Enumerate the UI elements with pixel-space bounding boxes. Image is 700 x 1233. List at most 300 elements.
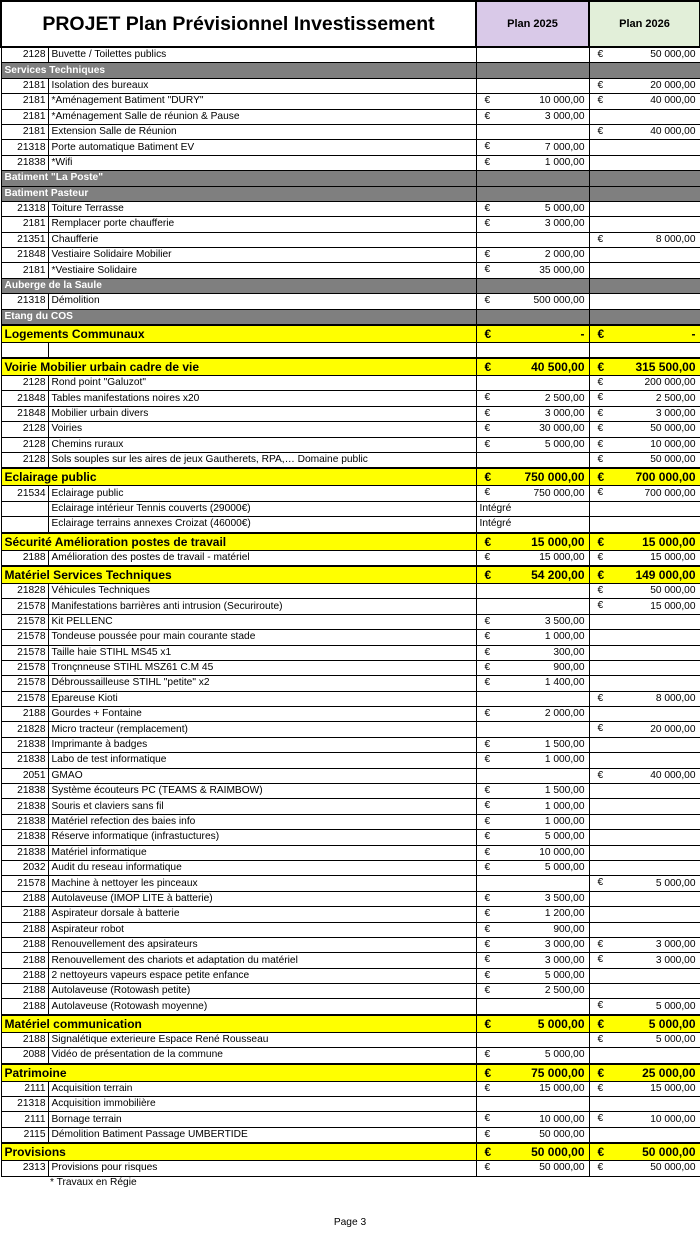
table-row	[1, 660, 700, 675]
plan-2025-amount	[476, 109, 589, 124]
table-row	[1, 753, 700, 768]
plan-2026-amount	[589, 1081, 700, 1096]
account-code: 21848	[1, 248, 48, 263]
account-code: 2181	[1, 109, 48, 124]
currency-symbol: €	[597, 125, 604, 137]
table-row	[1, 1048, 700, 1064]
account-code: 2088	[1, 1048, 48, 1064]
amount-value: 20 000,00	[650, 723, 696, 735]
amount-value: 2 000,00	[544, 249, 585, 261]
empty-cell	[589, 63, 700, 78]
table-row	[1, 999, 700, 1015]
table-row	[1, 691, 700, 706]
currency-symbol: €	[597, 551, 604, 563]
currency-symbol: €	[484, 264, 491, 276]
table-row	[1, 140, 700, 155]
amount-value: 1 000,00	[544, 815, 585, 827]
plan-2026-amount	[589, 47, 700, 63]
amount-value: 1 200,00	[544, 908, 585, 920]
plan-2026-amount	[589, 437, 700, 452]
section-label: Batiment "La Poste"	[1, 171, 476, 186]
plan-2026-amount	[589, 452, 700, 468]
currency-symbol: €	[484, 218, 491, 230]
plan-2026-amount	[589, 550, 700, 566]
account-code: 21578	[1, 614, 48, 629]
table-row	[1, 1161, 700, 1176]
table-row	[1, 201, 700, 216]
category-row	[1, 325, 700, 343]
account-code: 2032	[1, 860, 48, 875]
currency-symbol: €	[484, 661, 491, 673]
currency-symbol: €	[597, 692, 604, 704]
account-code: 2188	[1, 707, 48, 722]
amount-value: 8 000,00	[655, 233, 696, 245]
item-label: Eclairage intérieur Tennis couverts (29000€)	[48, 501, 476, 516]
account-code: 21838	[1, 814, 48, 829]
currency-symbol: €	[484, 923, 491, 935]
amount-value: 8 000,00	[655, 692, 696, 704]
currency-symbol: €	[484, 141, 491, 153]
amount-value: 5 000,00	[648, 1016, 696, 1031]
category-plan-2026	[589, 325, 700, 343]
category-plan-2026	[589, 1064, 700, 1082]
currency-symbol: €	[484, 738, 491, 750]
header-row	[1, 1, 700, 47]
account-code: 2111	[1, 1112, 48, 1127]
category-plan-2026	[589, 1143, 700, 1161]
account-code: 2313	[1, 1161, 48, 1176]
category-plan-2026	[589, 566, 700, 584]
amount-value: 15 000,00	[650, 1082, 696, 1094]
plan-2025-amount	[476, 232, 589, 247]
currency-symbol: €	[597, 584, 604, 596]
plan-2026-amount	[589, 784, 700, 799]
account-code: 2188	[1, 999, 48, 1015]
table-row	[1, 391, 700, 406]
plan-2026-amount	[589, 248, 700, 263]
plan-2025-amount	[476, 452, 589, 468]
account-code: 21534	[1, 486, 48, 501]
item-label: Extension Salle de Réunion	[48, 124, 476, 139]
amount-value: 75 000,00	[531, 1065, 585, 1080]
currency-symbol: €	[597, 954, 604, 966]
table-row	[1, 1032, 700, 1047]
currency-symbol: €	[484, 423, 491, 435]
plan-2025-amount	[476, 155, 589, 170]
account-code: 2188	[1, 937, 48, 952]
plan-2026-amount	[589, 737, 700, 752]
plan-2026-amount	[589, 937, 700, 952]
category-plan-2025	[476, 468, 589, 486]
amount-value: 20 000,00	[650, 79, 696, 91]
account-code: 2188	[1, 550, 48, 566]
table-row	[1, 768, 700, 783]
empty-cell	[476, 309, 589, 325]
item-label: Démolition Batiment Passage UMBERTIDE	[48, 1127, 476, 1143]
item-label: Bornage terrain	[48, 1112, 476, 1127]
currency-symbol: €	[597, 95, 604, 107]
currency-symbol: €	[597, 938, 604, 950]
account-code: 2188	[1, 953, 48, 968]
currency-symbol: €	[484, 892, 491, 904]
table-row	[1, 953, 700, 968]
amount-value: 300,00	[553, 646, 585, 658]
plan-2026-amount	[589, 630, 700, 645]
account-code: 2188	[1, 891, 48, 906]
item-label: Matériel refection des baies info	[48, 814, 476, 829]
amount-value: 3 000,00	[544, 110, 585, 122]
item-label: Micro tracteur (remplacement)	[48, 722, 476, 737]
account-code: 21351	[1, 232, 48, 247]
plan-2025-amount	[476, 691, 589, 706]
plan-2025-amount	[476, 845, 589, 860]
currency-symbol: €	[484, 985, 491, 997]
account-code: 2128	[1, 437, 48, 452]
table-row	[1, 599, 700, 614]
item-label: Epareuse Kioti	[48, 691, 476, 706]
plan-2026-amount	[589, 109, 700, 124]
category-plan-2026	[589, 533, 700, 551]
amount-value: 5 000,00	[655, 1034, 696, 1046]
currency-symbol: €	[484, 470, 492, 485]
table-row	[1, 501, 700, 516]
plan-2025-amount	[476, 422, 589, 437]
amount-value: 5 000,00	[544, 831, 585, 843]
item-label: Aspirateur robot	[48, 922, 476, 937]
plan-2025-amount	[476, 707, 589, 722]
page-title: PROJET Plan Prévisionnel Investissement	[1, 1, 476, 47]
amount-value: 50 000,00	[650, 423, 696, 435]
empty-cell	[589, 343, 700, 359]
amount-value: 40 000,00	[650, 126, 696, 138]
currency-symbol: €	[484, 1049, 491, 1061]
item-label: Renouvellement des chariots et adaptation du matériel	[48, 953, 476, 968]
account-code: 21318	[1, 294, 48, 309]
currency-symbol: €	[484, 615, 491, 627]
currency-symbol: €	[597, 769, 604, 781]
table-row	[1, 937, 700, 952]
plan-2025-amount	[476, 47, 589, 63]
account-code: 21838	[1, 830, 48, 845]
item-label: Eclairage terrains annexes Croizat (46000€)	[48, 517, 476, 533]
table-row	[1, 232, 700, 247]
item-label: Audit du reseau informatique	[48, 860, 476, 875]
currency-symbol: €	[597, 1016, 605, 1031]
plan-2025-amount	[476, 614, 589, 629]
category-plan-2025	[476, 1064, 589, 1082]
plan-2026-amount	[589, 155, 700, 170]
amount-value: 3 000,00	[544, 954, 585, 966]
category-label: Eclairage public	[1, 468, 476, 486]
table-row	[1, 217, 700, 232]
category-plan-2025	[476, 358, 589, 376]
table-row	[1, 922, 700, 937]
amount-value: 1 000,00	[544, 631, 585, 643]
plan-2026-amount	[589, 406, 700, 421]
account-code: 21838	[1, 799, 48, 814]
account-code: 21578	[1, 645, 48, 660]
plan-2025-amount	[476, 294, 589, 309]
footnote: * Travaux en Régie	[50, 1177, 137, 1188]
currency-symbol: €	[484, 846, 491, 858]
amount-value: 5 000,00	[544, 1049, 585, 1061]
currency-symbol: €	[597, 1162, 604, 1174]
amount-value: 2 000,00	[544, 708, 585, 720]
item-label: Système écouteurs PC (TEAMS & RAIMBOW)	[48, 784, 476, 799]
amount-value: 3 000,00	[655, 939, 696, 951]
account-code: 21578	[1, 876, 48, 891]
plan-2025-amount	[476, 406, 589, 421]
table-row	[1, 737, 700, 752]
item-label: Signalétique exterieure Espace René Rousseau	[48, 1032, 476, 1047]
empty-cell	[476, 343, 589, 359]
currency-symbol: €	[484, 156, 491, 168]
currency-symbol: €	[484, 677, 491, 689]
plan-2025-header: Plan 2025	[476, 1, 589, 47]
plan-2026-amount	[589, 999, 700, 1015]
amount-value: Intégré	[479, 518, 512, 530]
item-label: Acquisition immobilière	[48, 1097, 476, 1112]
plan-2026-amount	[589, 583, 700, 598]
currency-symbol: €	[597, 567, 605, 582]
plan-2025-amount	[476, 630, 589, 645]
plan-2025-amount	[476, 78, 589, 93]
account-code: 21318	[1, 201, 48, 216]
account-code	[1, 517, 48, 533]
amount-value: 30 000,00	[539, 423, 585, 435]
currency-symbol: €	[597, 360, 605, 375]
plan-2025-amount	[476, 248, 589, 263]
item-label: Imprimante à badges	[48, 737, 476, 752]
category-row	[1, 566, 700, 584]
amount-value: 2 500,00	[655, 392, 696, 404]
plan-2025-amount	[476, 860, 589, 875]
item-label: Labo de test informatique	[48, 753, 476, 768]
amount-value: 3 000,00	[544, 408, 585, 419]
item-label: Autolaveuse (IMOP LITE à batterie)	[48, 891, 476, 906]
table-row	[1, 1112, 700, 1127]
category-label: Patrimoine	[1, 1064, 476, 1082]
empty-cell	[1, 343, 48, 359]
item-label: *Aménagement Salle de réunion & Pause	[48, 109, 476, 124]
category-row	[1, 1143, 700, 1161]
item-label: Isolation des bureaux	[48, 78, 476, 93]
currency-symbol: €	[597, 79, 604, 91]
currency-symbol: €	[597, 392, 604, 404]
category-label: Matériel Services Techniques	[1, 566, 476, 584]
account-code: 2111	[1, 1081, 48, 1096]
currency-symbol: €	[597, 1145, 605, 1160]
plan-2025-amount	[476, 263, 589, 278]
empty-cell	[48, 343, 476, 359]
item-label: Taille haie STIHL MS45 x1	[48, 645, 476, 660]
amount-value: 15 000,00	[642, 534, 696, 549]
amount-value: 750 000,00	[524, 470, 585, 485]
currency-symbol: €	[597, 534, 605, 549]
amount-value: 50 000,00	[539, 1129, 585, 1141]
currency-symbol: €	[597, 453, 604, 465]
plan-2026-amount	[589, 676, 700, 691]
category-label: Sécurité Amélioration postes de travail	[1, 533, 476, 551]
item-label: Rond point "Galuzot"	[48, 376, 476, 391]
item-label: Véhicules Techniques	[48, 583, 476, 598]
table-row	[1, 109, 700, 124]
account-code: 21838	[1, 753, 48, 768]
currency-symbol: €	[484, 1065, 492, 1080]
section-label: Etang du COS	[1, 309, 476, 325]
account-code: 2188	[1, 968, 48, 983]
currency-symbol: €	[484, 1128, 491, 1140]
plan-2026-amount	[589, 263, 700, 278]
currency-symbol: €	[484, 534, 492, 549]
item-label: Chemins ruraux	[48, 437, 476, 452]
plan-2025-amount	[476, 140, 589, 155]
plan-2026-amount	[589, 78, 700, 93]
currency-symbol: €	[484, 631, 491, 643]
account-code: 2188	[1, 922, 48, 937]
currency-symbol: €	[597, 423, 604, 435]
amount-value: 2 500,00	[544, 985, 585, 997]
item-label: Voiries	[48, 422, 476, 437]
amount-value: 40 500,00	[531, 360, 585, 375]
plan-2025-amount	[476, 599, 589, 614]
amount-value: 50 000,00	[539, 1162, 585, 1174]
currency-symbol: €	[484, 1016, 492, 1031]
account-code: 21848	[1, 406, 48, 421]
amount-value: 15 000,00	[650, 551, 696, 563]
amount-value: Intégré	[479, 502, 512, 514]
plan-2025-amount	[476, 753, 589, 768]
currency-symbol: €	[484, 800, 491, 812]
table-row	[1, 248, 700, 263]
currency-symbol: €	[597, 600, 604, 612]
account-code: 21578	[1, 691, 48, 706]
category-plan-2025	[476, 566, 589, 584]
section-label: Services Techniques	[1, 63, 476, 78]
category-label: Provisions	[1, 1143, 476, 1161]
table-row	[1, 422, 700, 437]
item-label: Provisions pour risques	[48, 1161, 476, 1176]
currency-symbol: €	[484, 954, 491, 966]
table-row	[1, 263, 700, 278]
amount-value: 1 000,00	[544, 800, 585, 812]
amount-value: 3 500,00	[544, 615, 585, 627]
table-row	[1, 860, 700, 875]
table-row	[1, 676, 700, 691]
empty-cell	[589, 186, 700, 201]
table-row	[1, 799, 700, 814]
plan-2026-amount	[589, 501, 700, 516]
amount-value: 2 500,00	[544, 392, 585, 404]
category-row	[1, 1064, 700, 1082]
amount-value: 1 500,00	[544, 739, 585, 751]
plan-2026-amount	[589, 1048, 700, 1064]
plan-2026-amount	[589, 124, 700, 139]
plan-2026-amount	[589, 1127, 700, 1143]
plan-2026-amount	[589, 968, 700, 983]
currency-symbol: €	[484, 815, 491, 827]
amount-value: 40 000,00	[650, 95, 696, 107]
amount-value: 1 400,00	[544, 677, 585, 689]
item-label: Tables manifestations noires x20	[48, 391, 476, 406]
item-label: Renouvellement des apsirateurs	[48, 937, 476, 952]
table-row	[1, 845, 700, 860]
item-label: Eclairage public	[48, 486, 476, 501]
plan-2025-amount	[476, 583, 589, 598]
amount-value: 700 000,00	[644, 487, 696, 499]
plan-2026-amount	[589, 140, 700, 155]
item-label: Sols souples sur les aires de jeux Gautherets, RPA,… Domaine public	[48, 452, 476, 468]
plan-2026-amount	[589, 953, 700, 968]
amount-value: 5 000,00	[544, 438, 585, 450]
amount-value: 10 000,00	[539, 1113, 585, 1125]
amount-value: 3 000,00	[544, 218, 585, 230]
amount-value: 10 000,00	[650, 1113, 696, 1125]
plan-2026-amount	[589, 907, 700, 922]
item-label: Machine à nettoyer les pinceaux	[48, 876, 476, 891]
amount-value: -	[580, 327, 585, 342]
empty-cell	[476, 63, 589, 78]
account-code: 2181	[1, 124, 48, 139]
blank-row	[1, 343, 700, 359]
page-number: Page 3	[333, 1217, 367, 1228]
plan-2026-amount	[589, 984, 700, 999]
account-code: 2181	[1, 217, 48, 232]
plan-2026-amount	[589, 891, 700, 906]
plan-2026-amount	[589, 422, 700, 437]
plan-2025-amount	[476, 830, 589, 845]
category-plan-2026	[589, 1015, 700, 1033]
amount-value: 5 000,00	[655, 877, 696, 889]
item-label: GMAO	[48, 768, 476, 783]
plan-2026-amount	[589, 799, 700, 814]
amount-value: 3 000,00	[544, 939, 585, 951]
table-row	[1, 517, 700, 533]
plan-2026-amount	[589, 707, 700, 722]
account-code: 21318	[1, 140, 48, 155]
account-code: 21578	[1, 599, 48, 614]
table-row	[1, 707, 700, 722]
plan-2025-amount	[476, 1048, 589, 1064]
category-plan-2026	[589, 358, 700, 376]
empty-cell	[476, 186, 589, 201]
amount-value: 7 000,00	[544, 141, 585, 153]
table-row	[1, 47, 700, 63]
table-row	[1, 437, 700, 452]
item-label: Tondeuse poussée pour main courante stade	[48, 630, 476, 645]
plan-2025-amount	[476, 94, 589, 109]
amount-value: 50 000,00	[531, 1145, 585, 1160]
amount-value: 500 000,00	[533, 295, 585, 307]
plan-2025-amount	[476, 1127, 589, 1143]
amount-value: 15 000,00	[539, 551, 585, 563]
item-label: Démolition	[48, 294, 476, 309]
amount-value: 10 000,00	[650, 438, 696, 450]
account-code: 2115	[1, 1127, 48, 1143]
account-code: 2128	[1, 376, 48, 391]
plan-2026-amount	[589, 232, 700, 247]
item-label: Toiture Terrasse	[48, 201, 476, 216]
account-code: 2128	[1, 47, 48, 63]
table-row	[1, 486, 700, 501]
currency-symbol: €	[484, 249, 491, 261]
plan-2025-amount	[476, 501, 589, 516]
amount-value: -	[691, 327, 696, 342]
plan-2026-amount	[589, 1032, 700, 1047]
table-row	[1, 452, 700, 468]
section-row	[1, 278, 700, 293]
amount-value: 3 000,00	[655, 408, 696, 419]
